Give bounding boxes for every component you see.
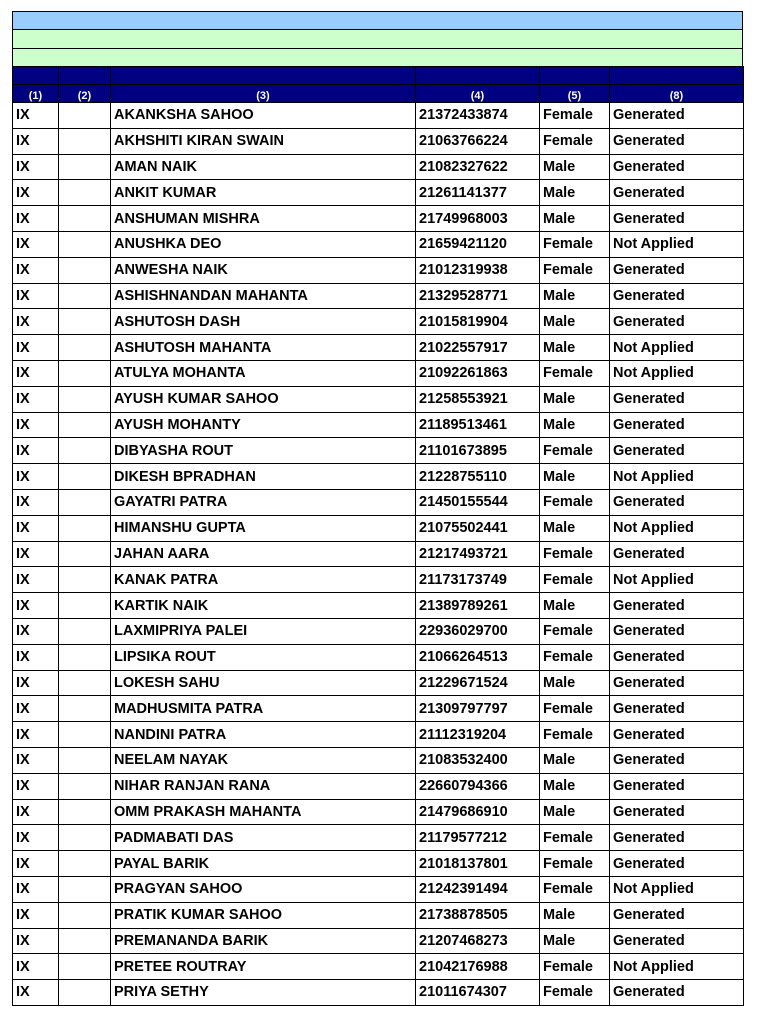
cell-id: 21242391494 — [416, 876, 540, 902]
cell-class: IX — [13, 206, 59, 232]
table-row — [13, 515, 744, 541]
cell-name: KARTIK NAIK — [111, 593, 416, 619]
cell-name: PRETEE ROUTRAY — [111, 954, 416, 980]
cell-col2 — [59, 567, 111, 593]
cell-col2 — [59, 747, 111, 773]
cell-id: 21063766224 — [416, 128, 540, 154]
cell-id: 21112319204 — [416, 722, 540, 748]
cell-gender: Female — [540, 954, 610, 980]
cell-id: 21075502441 — [416, 515, 540, 541]
cell-gender: Male — [540, 464, 610, 490]
cell-class: IX — [13, 309, 59, 335]
cell-gender: Female — [540, 360, 610, 386]
table-row — [13, 128, 744, 154]
cell-status: Generated — [610, 283, 744, 309]
table-row — [13, 567, 744, 593]
cell-status: Not Applied — [610, 231, 744, 257]
cell-id: 22660794366 — [416, 773, 540, 799]
cell-name: ANSHUMAN MISHRA — [111, 206, 416, 232]
spreadsheet — [12, 11, 743, 1006]
cell-gender: Male — [540, 412, 610, 438]
cell-status: Generated — [610, 154, 744, 180]
table-row — [13, 206, 744, 232]
cell-gender: Female — [540, 825, 610, 851]
column-header: (4) — [416, 85, 540, 103]
table-row — [13, 464, 744, 490]
cell-gender: Female — [540, 876, 610, 902]
cell-gender: Male — [540, 747, 610, 773]
cell-name: NEELAM NAYAK — [111, 747, 416, 773]
subtitle-band-2 — [12, 48, 743, 66]
cell-class: IX — [13, 825, 59, 851]
column-header: (3) — [111, 85, 416, 103]
cell-status: Generated — [610, 206, 744, 232]
cell-status: Not Applied — [610, 360, 744, 386]
cell-class: IX — [13, 696, 59, 722]
cell-name: PAYAL BARIK — [111, 851, 416, 877]
header-blank-cell — [13, 67, 59, 85]
cell-status: Generated — [610, 180, 744, 206]
cell-col2 — [59, 851, 111, 877]
cell-gender: Male — [540, 773, 610, 799]
cell-id: 21450155544 — [416, 489, 540, 515]
cell-col2 — [59, 799, 111, 825]
cell-status: Generated — [610, 438, 744, 464]
cell-name: ASHUTOSH MAHANTA — [111, 335, 416, 361]
table-row — [13, 180, 744, 206]
cell-id: 21092261863 — [416, 360, 540, 386]
cell-class: IX — [13, 618, 59, 644]
table-row — [13, 438, 744, 464]
cell-status: Not Applied — [610, 335, 744, 361]
cell-class: IX — [13, 593, 59, 619]
cell-name: JAHAN AARA — [111, 541, 416, 567]
cell-name: AYUSH MOHANTY — [111, 412, 416, 438]
cell-id: 21261141377 — [416, 180, 540, 206]
cell-gender: Female — [540, 722, 610, 748]
cell-col2 — [59, 696, 111, 722]
cell-gender: Female — [540, 980, 610, 1006]
cell-class: IX — [13, 851, 59, 877]
cell-id: 21228755110 — [416, 464, 540, 490]
table-row — [13, 980, 744, 1006]
table-row — [13, 722, 744, 748]
cell-gender: Female — [540, 644, 610, 670]
column-header: (1) — [13, 85, 59, 103]
cell-id: 21738878505 — [416, 902, 540, 928]
header-number-row — [13, 85, 744, 103]
cell-col2 — [59, 154, 111, 180]
cell-name: PRATIK KUMAR SAHOO — [111, 902, 416, 928]
cell-status: Not Applied — [610, 876, 744, 902]
table-row — [13, 696, 744, 722]
cell-col2 — [59, 902, 111, 928]
table-row — [13, 257, 744, 283]
cell-col2 — [59, 128, 111, 154]
cell-class: IX — [13, 773, 59, 799]
cell-name: ANKIT KUMAR — [111, 180, 416, 206]
cell-col2 — [59, 644, 111, 670]
cell-id: 21479686910 — [416, 799, 540, 825]
cell-status: Generated — [610, 489, 744, 515]
cell-status: Generated — [610, 799, 744, 825]
cell-name: PADMABATI DAS — [111, 825, 416, 851]
cell-class: IX — [13, 231, 59, 257]
cell-gender: Female — [540, 103, 610, 129]
cell-status: Not Applied — [610, 567, 744, 593]
cell-id: 21309797797 — [416, 696, 540, 722]
cell-name: HIMANSHU GUPTA — [111, 515, 416, 541]
cell-col2 — [59, 618, 111, 644]
cell-class: IX — [13, 412, 59, 438]
cell-col2 — [59, 257, 111, 283]
cell-gender: Male — [540, 154, 610, 180]
table-row — [13, 876, 744, 902]
cell-col2 — [59, 954, 111, 980]
cell-status: Not Applied — [610, 954, 744, 980]
cell-class: IX — [13, 722, 59, 748]
cell-class: IX — [13, 799, 59, 825]
cell-col2 — [59, 515, 111, 541]
cell-id: 21329528771 — [416, 283, 540, 309]
cell-name: DIBYASHA ROUT — [111, 438, 416, 464]
cell-id: 21042176988 — [416, 954, 540, 980]
cell-class: IX — [13, 360, 59, 386]
cell-id: 21207468273 — [416, 928, 540, 954]
cell-id: 21011674307 — [416, 980, 540, 1006]
cell-gender: Male — [540, 180, 610, 206]
cell-col2 — [59, 593, 111, 619]
cell-gender: Male — [540, 335, 610, 361]
cell-id: 21066264513 — [416, 644, 540, 670]
cell-gender: Male — [540, 283, 610, 309]
cell-id: 21022557917 — [416, 335, 540, 361]
cell-name: ASHISHNANDAN MAHANTA — [111, 283, 416, 309]
cell-name: AKANKSHA SAHOO — [111, 103, 416, 129]
column-header: (5) — [540, 85, 610, 103]
header-blank-cell — [416, 67, 540, 85]
column-header: (8) — [610, 85, 744, 103]
cell-status: Generated — [610, 103, 744, 129]
cell-status: Generated — [610, 980, 744, 1006]
cell-id: 21101673895 — [416, 438, 540, 464]
cell-class: IX — [13, 438, 59, 464]
table-row — [13, 618, 744, 644]
table-body — [13, 103, 744, 1006]
cell-id: 21389789261 — [416, 593, 540, 619]
cell-id: 21018137801 — [416, 851, 540, 877]
header-blank-row — [13, 67, 744, 85]
cell-col2 — [59, 464, 111, 490]
cell-gender: Male — [540, 670, 610, 696]
cell-class: IX — [13, 128, 59, 154]
cell-name: ANUSHKA DEO — [111, 231, 416, 257]
cell-id: 21179577212 — [416, 825, 540, 851]
table-row — [13, 541, 744, 567]
cell-col2 — [59, 722, 111, 748]
cell-status: Generated — [610, 928, 744, 954]
cell-gender: Male — [540, 902, 610, 928]
cell-gender: Female — [540, 851, 610, 877]
cell-name: AMAN NAIK — [111, 154, 416, 180]
cell-class: IX — [13, 928, 59, 954]
cell-name: NANDINI PATRA — [111, 722, 416, 748]
cell-name: ANWESHA NAIK — [111, 257, 416, 283]
cell-id: 21082327622 — [416, 154, 540, 180]
header-blank-cell — [59, 67, 111, 85]
cell-class: IX — [13, 747, 59, 773]
cell-id: 21083532400 — [416, 747, 540, 773]
table-header — [13, 67, 744, 103]
subtitle-band-1 — [12, 29, 743, 48]
cell-class: IX — [13, 954, 59, 980]
cell-status: Generated — [610, 257, 744, 283]
cell-status: Generated — [610, 644, 744, 670]
cell-name: ATULYA MOHANTA — [111, 360, 416, 386]
cell-name: PRIYA SETHY — [111, 980, 416, 1006]
cell-id: 21015819904 — [416, 309, 540, 335]
table-row — [13, 231, 744, 257]
cell-id: 21372433874 — [416, 103, 540, 129]
cell-id: 21258553921 — [416, 386, 540, 412]
cell-gender: Female — [540, 696, 610, 722]
cell-class: IX — [13, 283, 59, 309]
cell-name: DIKESH BPRADHAN — [111, 464, 416, 490]
cell-col2 — [59, 825, 111, 851]
cell-gender: Male — [540, 515, 610, 541]
table-row — [13, 928, 744, 954]
table-row — [13, 799, 744, 825]
cell-gender: Male — [540, 386, 610, 412]
cell-status: Generated — [610, 696, 744, 722]
table-row — [13, 902, 744, 928]
cell-col2 — [59, 386, 111, 412]
cell-status: Generated — [610, 128, 744, 154]
cell-status: Generated — [610, 722, 744, 748]
cell-col2 — [59, 309, 111, 335]
cell-gender: Male — [540, 928, 610, 954]
cell-class: IX — [13, 464, 59, 490]
cell-status: Generated — [610, 412, 744, 438]
cell-gender: Female — [540, 618, 610, 644]
cell-gender: Female — [540, 567, 610, 593]
cell-col2 — [59, 489, 111, 515]
cell-gender: Female — [540, 489, 610, 515]
cell-gender: Female — [540, 128, 610, 154]
cell-name: MADHUSMITA PATRA — [111, 696, 416, 722]
cell-status: Generated — [610, 747, 744, 773]
table-row — [13, 747, 744, 773]
cell-col2 — [59, 412, 111, 438]
cell-col2 — [59, 541, 111, 567]
cell-status: Generated — [610, 825, 744, 851]
cell-status: Generated — [610, 541, 744, 567]
cell-gender: Female — [540, 438, 610, 464]
title-band — [12, 11, 743, 29]
cell-col2 — [59, 335, 111, 361]
cell-gender: Female — [540, 257, 610, 283]
cell-name: GAYATRI PATRA — [111, 489, 416, 515]
cell-gender: Male — [540, 799, 610, 825]
cell-col2 — [59, 360, 111, 386]
table-row — [13, 335, 744, 361]
cell-name: AYUSH KUMAR SAHOO — [111, 386, 416, 412]
cell-name: PRAGYAN SAHOO — [111, 876, 416, 902]
cell-name: LOKESH SAHU — [111, 670, 416, 696]
cell-col2 — [59, 670, 111, 696]
table-row — [13, 644, 744, 670]
cell-name: OMM PRAKASH MAHANTA — [111, 799, 416, 825]
table-row — [13, 386, 744, 412]
cell-status: Generated — [610, 309, 744, 335]
table-row — [13, 825, 744, 851]
table-row — [13, 954, 744, 980]
cell-status: Generated — [610, 851, 744, 877]
cell-name: AKHSHITI KIRAN SWAIN — [111, 128, 416, 154]
table-row — [13, 283, 744, 309]
header-blank-cell — [610, 67, 744, 85]
cell-name: ASHUTOSH DASH — [111, 309, 416, 335]
cell-class: IX — [13, 154, 59, 180]
cell-col2 — [59, 231, 111, 257]
cell-status: Generated — [610, 386, 744, 412]
cell-class: IX — [13, 541, 59, 567]
table-row — [13, 103, 744, 129]
cell-status: Not Applied — [610, 464, 744, 490]
cell-class: IX — [13, 567, 59, 593]
column-header: (2) — [59, 85, 111, 103]
cell-name: PREMANANDA BARIK — [111, 928, 416, 954]
table-row — [13, 851, 744, 877]
cell-class: IX — [13, 489, 59, 515]
cell-status: Generated — [610, 670, 744, 696]
cell-class: IX — [13, 670, 59, 696]
cell-col2 — [59, 980, 111, 1006]
cell-gender: Male — [540, 206, 610, 232]
cell-col2 — [59, 103, 111, 129]
student-table — [12, 66, 744, 1006]
cell-class: IX — [13, 515, 59, 541]
cell-id: 21189513461 — [416, 412, 540, 438]
table-row — [13, 412, 744, 438]
cell-class: IX — [13, 902, 59, 928]
cell-col2 — [59, 928, 111, 954]
cell-col2 — [59, 876, 111, 902]
table-row — [13, 593, 744, 619]
cell-col2 — [59, 283, 111, 309]
cell-status: Generated — [610, 902, 744, 928]
cell-col2 — [59, 773, 111, 799]
table-row — [13, 309, 744, 335]
cell-class: IX — [13, 335, 59, 361]
cell-id: 21749968003 — [416, 206, 540, 232]
cell-class: IX — [13, 103, 59, 129]
cell-col2 — [59, 438, 111, 464]
cell-class: IX — [13, 386, 59, 412]
table-row — [13, 489, 744, 515]
cell-gender: Female — [540, 231, 610, 257]
cell-name: NIHAR RANJAN RANA — [111, 773, 416, 799]
cell-status: Generated — [610, 618, 744, 644]
cell-gender: Male — [540, 593, 610, 619]
header-blank-cell — [111, 67, 416, 85]
cell-id: 21012319938 — [416, 257, 540, 283]
cell-name: KANAK PATRA — [111, 567, 416, 593]
cell-status: Generated — [610, 773, 744, 799]
header-blank-cell — [540, 67, 610, 85]
cell-class: IX — [13, 876, 59, 902]
cell-id: 21229671524 — [416, 670, 540, 696]
cell-class: IX — [13, 257, 59, 283]
cell-id: 21659421120 — [416, 231, 540, 257]
cell-status: Generated — [610, 593, 744, 619]
cell-col2 — [59, 206, 111, 232]
table-row — [13, 154, 744, 180]
cell-class: IX — [13, 180, 59, 206]
table-row — [13, 670, 744, 696]
cell-id: 21217493721 — [416, 541, 540, 567]
cell-gender: Female — [540, 541, 610, 567]
cell-id: 21173173749 — [416, 567, 540, 593]
cell-status: Not Applied — [610, 515, 744, 541]
cell-name: LIPSIKA ROUT — [111, 644, 416, 670]
cell-class: IX — [13, 980, 59, 1006]
cell-id: 22936029700 — [416, 618, 540, 644]
cell-class: IX — [13, 644, 59, 670]
table-row — [13, 360, 744, 386]
cell-gender: Male — [540, 309, 610, 335]
cell-col2 — [59, 180, 111, 206]
cell-name: LAXMIPRIYA PALEI — [111, 618, 416, 644]
table-row — [13, 773, 744, 799]
